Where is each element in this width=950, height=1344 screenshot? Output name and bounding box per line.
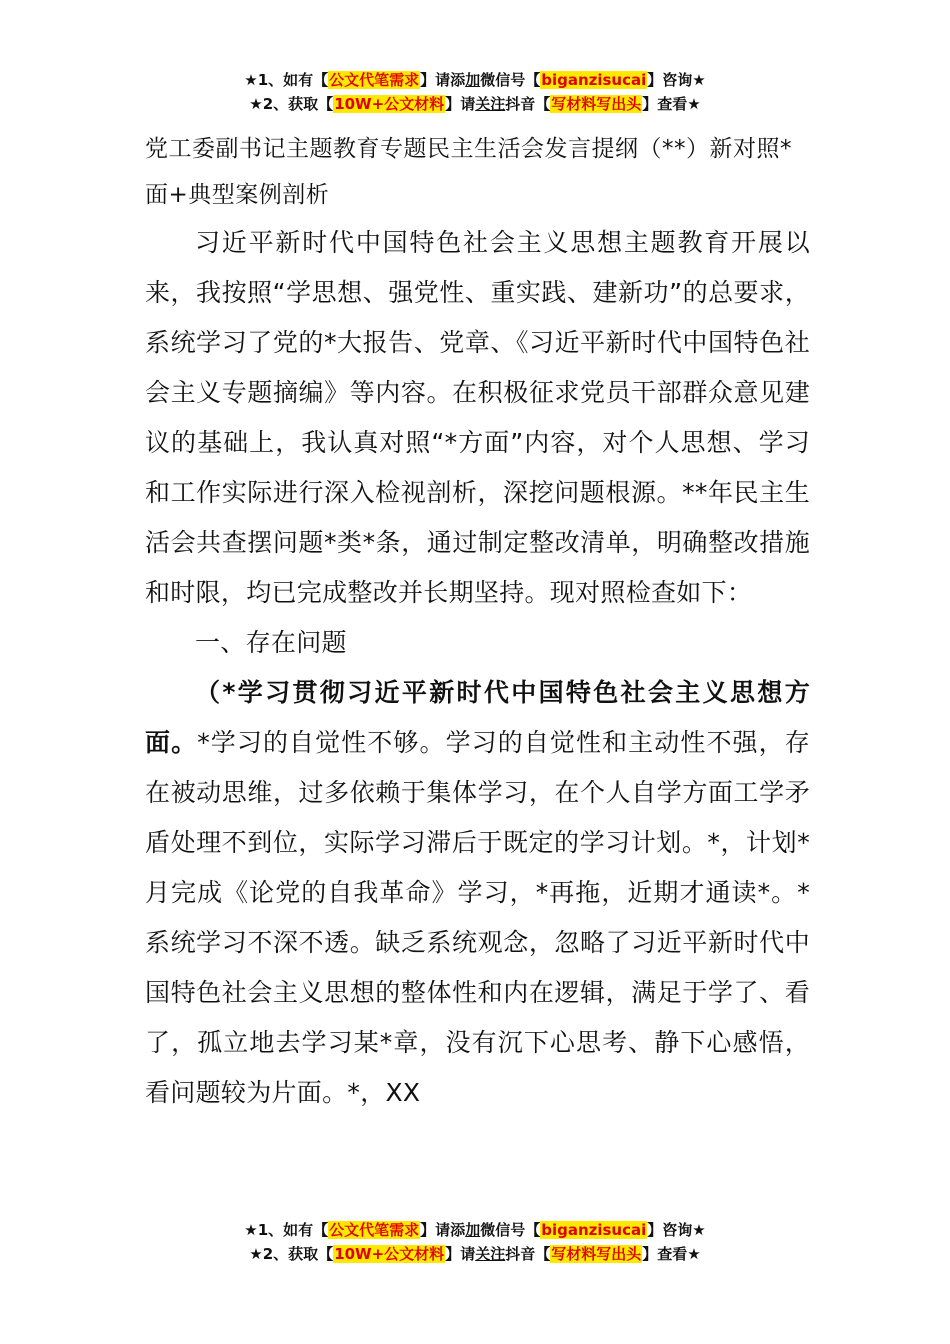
promo-line-2: ★2、获取【10W+公文材料】请关注抖音【写材料写出头】查看★ bbox=[249, 95, 701, 113]
promo-line-1: ★1、如有【公文代笔需求】请添加微信号【biganzisucai】咨询★ bbox=[244, 71, 706, 89]
highlight-douyin: 写材料写出头 bbox=[551, 1245, 642, 1263]
promo-banner-top bbox=[0, 68, 950, 116]
subsection-text: *学习的自觉性不够。学习的自觉性和主动性不强，存在被动思维，过多依赖于集体学习，在个人自学方面工学矛盾处理不到位，实际学习滞后于既定的学习计划。*，计划*月完成《论党的自我革命》学习，*再拖，近期才通读*。*系统学习不深不透。缺乏系统观念，忽略了习近平新时代中国特色社会主义思想的整体性和内在逻辑，满足于学了、看了，孤立地去学习某*章，没有沉下心思考、静下心感悟，看问题较为片面。*，XX bbox=[145, 728, 811, 1107]
highlight-wechat-id: biganzisucai bbox=[541, 71, 647, 89]
subsection-heading: （*学习贯彻习近平新时代中国特色社会主义思想方面。 bbox=[145, 678, 810, 757]
section-heading: 一、存在问题 bbox=[195, 628, 347, 657]
document-title: 党工委副书记主题教育专题民主生活会发言提纲（**）新对照*面+典型案例剖析 bbox=[145, 136, 792, 208]
document-body bbox=[145, 126, 810, 1118]
highlight-wechat-id: biganzisucai bbox=[541, 1221, 647, 1239]
highlight-materials: 10W+公文材料 bbox=[334, 1245, 445, 1263]
highlight-douyin: 写材料写出头 bbox=[551, 95, 642, 113]
intro-paragraph: 习近平新时代中国特色社会主义思想主题教育开展以来，我按照“学思想、强党性、重实践、建新功”的总要求，系统学习了党的*大报告、党章、《习近平新时代中国特色社会主义专题摘编》等内容。在积极征求党员干部群众意见建议的基础上，我认真对照“*方面”内容，对个人思想、学习和工作实际进行深入检视剖析，深挖问题根源。**年民主生活会共查摆问题*类*条，通过制定整改清单，明确整改措施和时限，均已完成整改并长期坚持。现对照检查如下： bbox=[145, 228, 810, 607]
subsection-paragraph bbox=[145, 668, 810, 1118]
promo-line-1-bottom: ★1、如有【公文代笔需求】请添加微信号【biganzisucai】咨询★ bbox=[244, 1221, 706, 1239]
promo-line-2-bottom: ★2、获取【10W+公文材料】请关注抖音【写材料写出头】查看★ bbox=[249, 1245, 701, 1263]
highlight-service: 公文代笔需求 bbox=[329, 1221, 420, 1239]
highlight-service: 公文代笔需求 bbox=[329, 71, 420, 89]
promo-banner-bottom bbox=[0, 1218, 950, 1266]
highlight-materials: 10W+公文材料 bbox=[334, 95, 445, 113]
